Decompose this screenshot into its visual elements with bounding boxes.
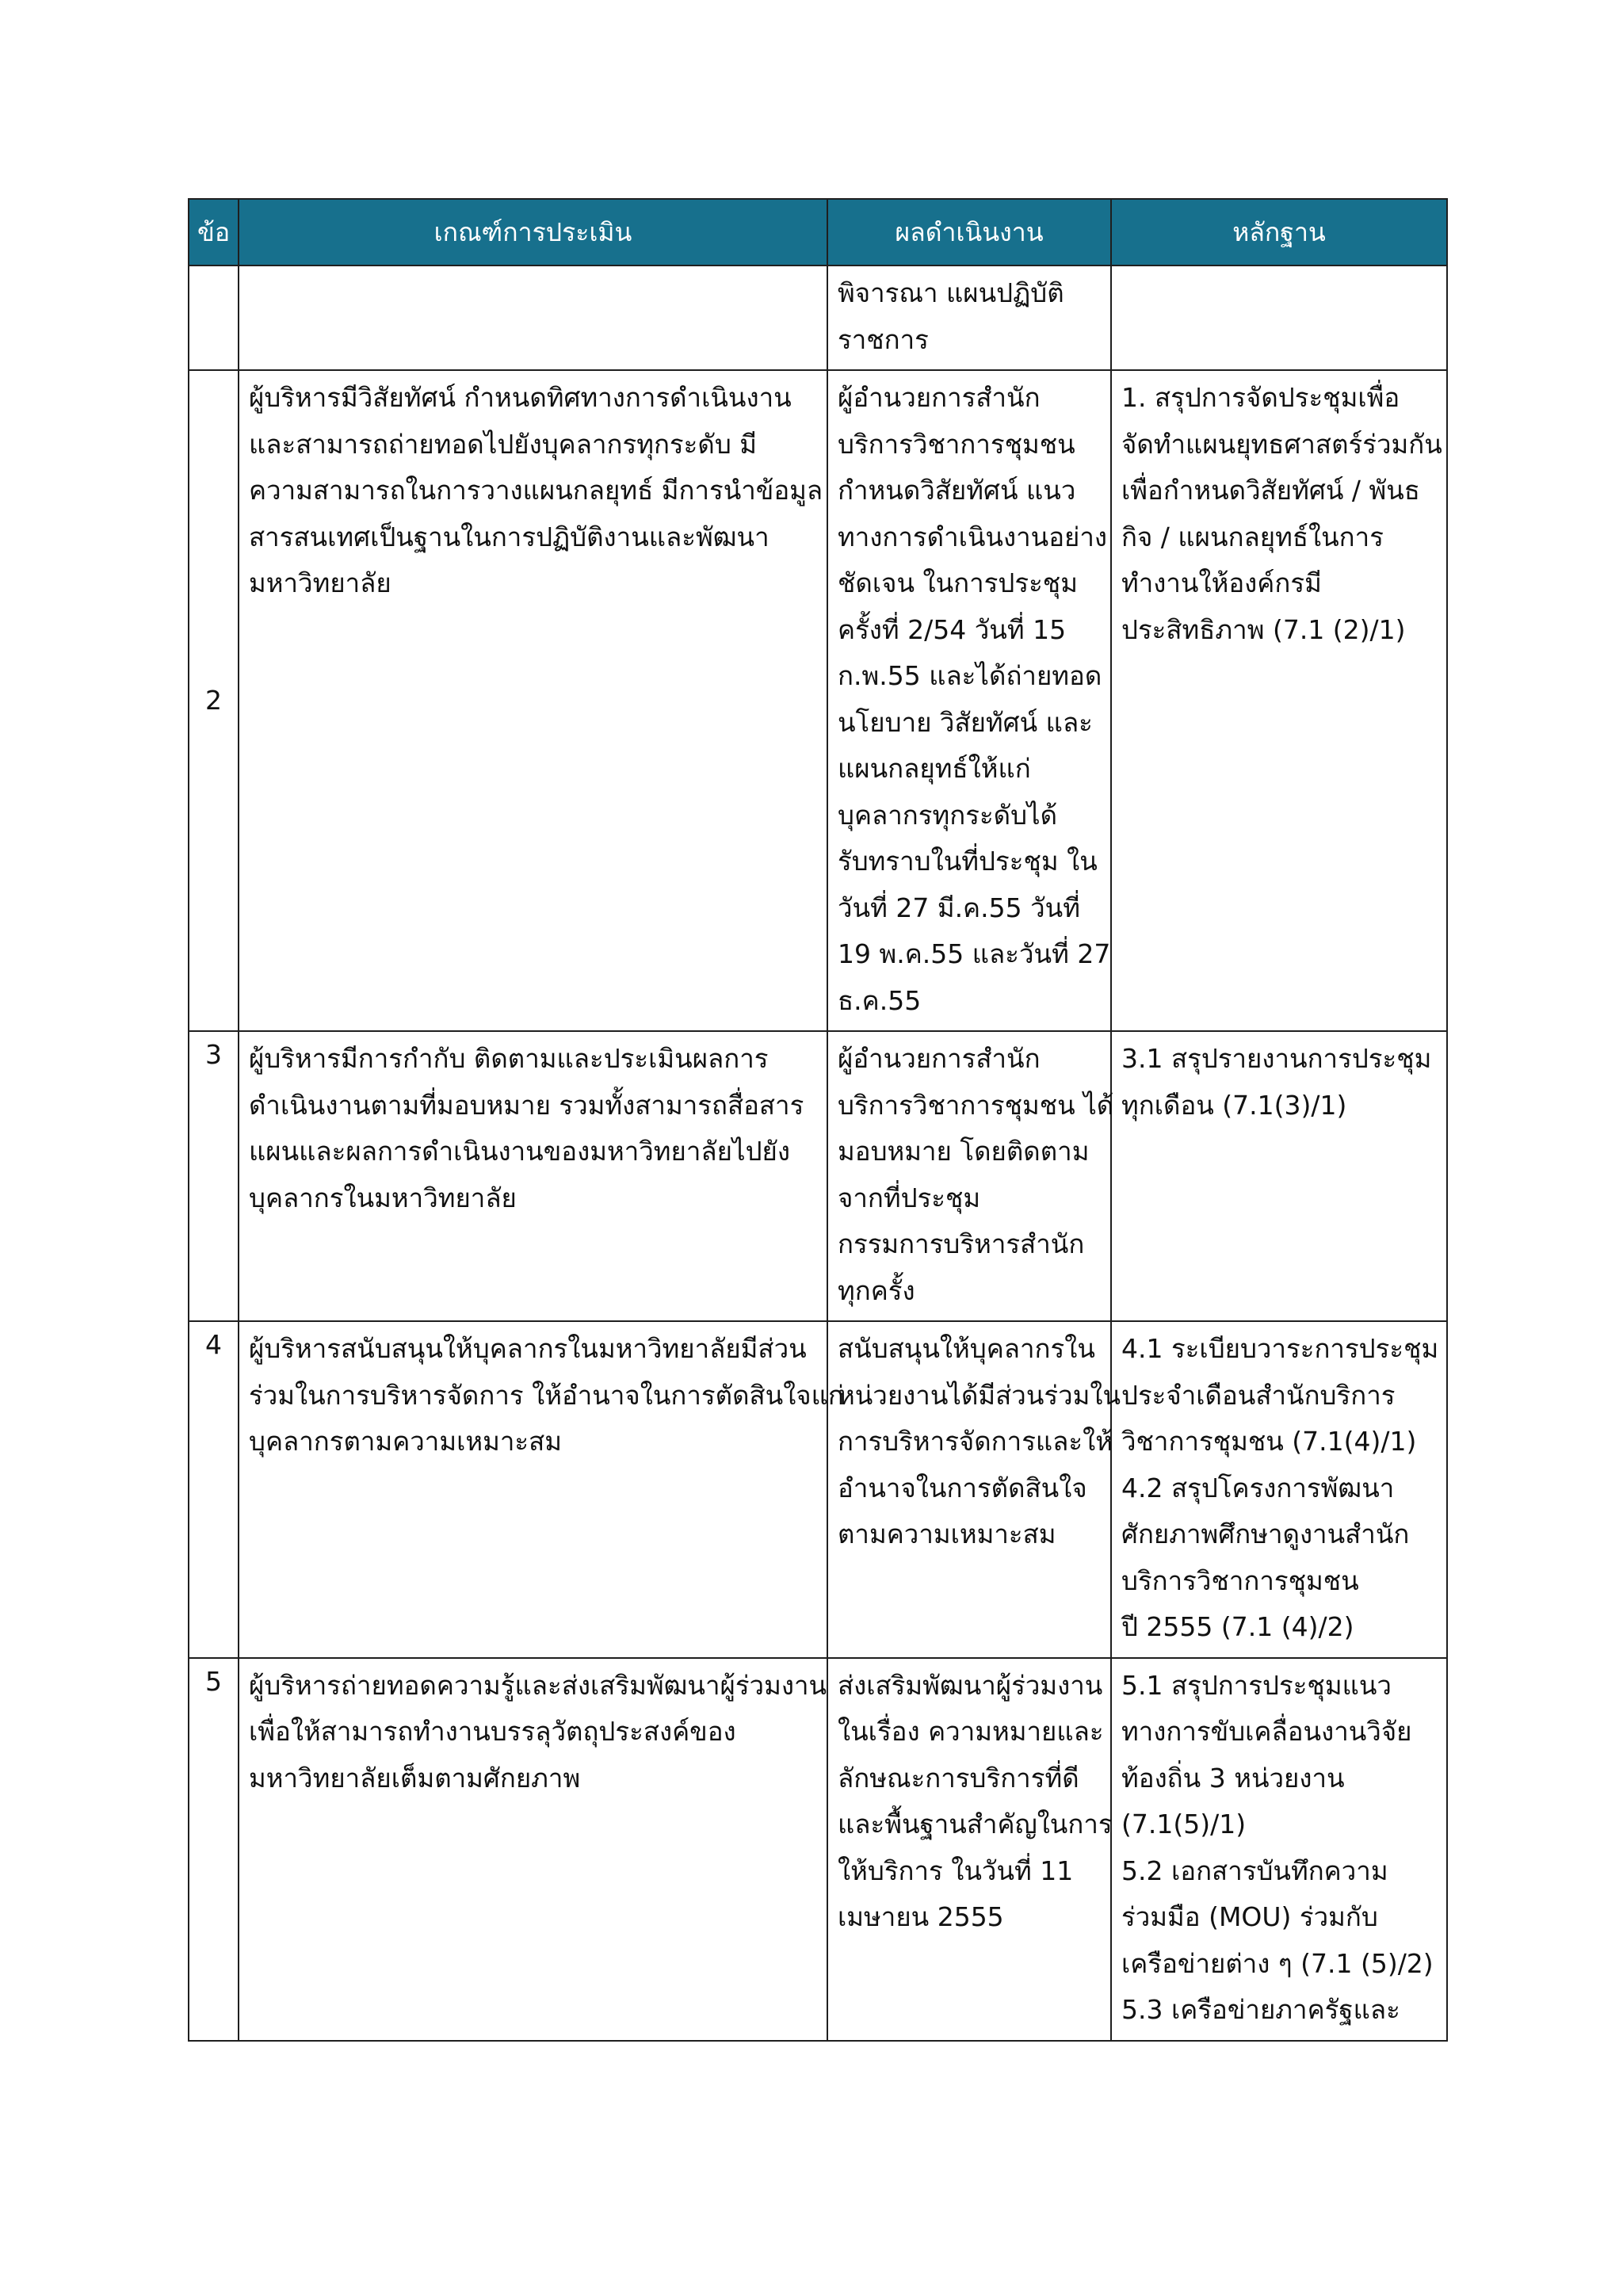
header-result: ผลดำเนินงาน <box>827 199 1111 266</box>
result-line: พิจารณา แผนปฏิบัติ <box>838 277 1064 308</box>
result-line: 19 พ.ค.55 และวันที่ 27 <box>838 938 1111 969</box>
row-number: 5 <box>205 1665 222 1697</box>
evidence-line: กิจ / แผนกลยุทธ์ในการ <box>1121 521 1384 552</box>
criteria-cell <box>239 370 827 1031</box>
criteria-cell <box>239 1321 844 1658</box>
result-line: ก.พ.55 และได้ถ่ายทอด <box>838 660 1102 691</box>
result-line: แผนกลยุทธ์ให้แก่ <box>838 753 1031 784</box>
result-line: ชัดเจน ในการประชุม <box>838 567 1078 598</box>
result-line: กำหนดวิสัยทัศน์ แนว <box>838 475 1076 506</box>
table-header <box>189 199 1447 266</box>
evidence-line: 4.2 สรุปโครงการพัฒนา <box>1121 1472 1395 1503</box>
header-no: ข้อ <box>189 199 239 266</box>
table-body <box>189 266 1447 2041</box>
table-row <box>189 1031 1447 1321</box>
evidence-line: เพื่อกำหนดวิสัยทัศน์ / พันธ <box>1121 475 1420 506</box>
table-row <box>189 1321 1447 1658</box>
evidence-line: ทำงานให้องค์กรมี <box>1121 567 1322 598</box>
evidence-line: จัดทำแผนยุทธศาสตร์ร่วมกัน <box>1121 428 1442 460</box>
evidence-line: (7.1(5)/1) <box>1121 1809 1247 1839</box>
result-line: ทางการดำเนินงานอย่าง <box>838 521 1107 552</box>
result-line: จากที่ประชุม <box>838 1182 981 1213</box>
row-number-cell <box>189 1321 239 1658</box>
result-line: ลักษณะการบริการที่ดี <box>838 1762 1079 1794</box>
result-line: กรรมการบริหารสำนัก <box>838 1228 1085 1259</box>
evidence-line: 1. สรุปการจัดประชุมเพื่อ <box>1121 382 1400 413</box>
table-row <box>189 370 1447 1031</box>
row-number: 2 <box>205 684 222 716</box>
criteria-line: และสามารถถ่ายทอดไปยังบุคลากรทุกระดับ มี <box>249 428 758 460</box>
result-line: บริการวิชาการชุมชน <box>838 428 1075 460</box>
result-line: ตามความเหมาะสม <box>838 1519 1056 1549</box>
result-line: ธ.ค.55 <box>838 984 922 1016</box>
result-line: นโยบาย วิสัยทัศน์ และ <box>838 706 1093 738</box>
result-line: สนับสนุนให้บุคลากรใน <box>838 1333 1095 1364</box>
evidence-line: 5.3 เครือข่ายภาครัฐและ <box>1121 1994 1400 2025</box>
result-line: อำนาจในการตัดสินใจ <box>838 1472 1087 1503</box>
result-line: ราชการ <box>838 323 929 355</box>
result-line: ครั้งที่ 2/54 วันที่ 15 <box>838 613 1067 645</box>
criteria-line: แผนและผลการดำเนินงานของมหาวิทยาลัยไปยัง <box>249 1136 790 1167</box>
criteria-line: ดำเนินงานตามที่มอบหมาย รวมทั้งสามารถสื่อสาร <box>249 1089 804 1121</box>
table-row <box>189 266 1447 370</box>
criteria-cell <box>239 1658 827 2041</box>
evidence-line: ร่วมมือ (MOU) ร่วมกับ <box>1121 1901 1378 1932</box>
assessment-table <box>188 198 1448 2042</box>
evidence-line: 4.1 ระเบียบวาระการประชุม <box>1121 1333 1439 1364</box>
criteria-line: มหาวิทยาลัย <box>249 567 391 598</box>
result-line: ในเรื่อง ความหมายและ <box>838 1716 1104 1747</box>
evidence-cell <box>1111 1658 1447 2041</box>
result-line: เมษายน 2555 <box>838 1901 1004 1932</box>
result-cell <box>827 1321 1121 1658</box>
header-evidence: หลักฐาน <box>1111 199 1447 266</box>
result-line: ผู้อำนวยการสำนัก <box>838 1043 1041 1074</box>
evidence-cell <box>1111 266 1447 370</box>
row-number: 4 <box>205 1329 222 1360</box>
criteria-cell <box>239 266 827 370</box>
evidence-cell <box>1111 1031 1447 1321</box>
row-number-cell <box>189 1658 239 2041</box>
criteria-line: เพื่อให้สามารถทำงานบรรลุวัตถุประสงค์ของ <box>249 1716 736 1747</box>
criteria-line: ร่วมในการบริหารจัดการ ให้อำนาจในการตัดสินใจแก่ <box>249 1379 844 1411</box>
row-number: 3 <box>205 1039 222 1070</box>
row-number-cell <box>189 370 239 1031</box>
evidence-line: 5.1 สรุปการประชุมแนว <box>1121 1669 1392 1701</box>
evidence-line: ทุกเดือน (7.1(3)/1) <box>1121 1089 1347 1121</box>
evidence-cell <box>1111 1321 1447 1658</box>
result-line: ทุกครั้ง <box>838 1274 915 1306</box>
evidence-line: วิชาการชุมชน (7.1(4)/1) <box>1121 1426 1417 1457</box>
criteria-line: ความสามารถในการวางแผนกลยุทธ์ มีการนำข้อมูล <box>249 475 823 506</box>
result-cell <box>827 1031 1114 1321</box>
result-line: ส่งเสริมพัฒนาผู้ร่วมงาน <box>838 1669 1103 1701</box>
criteria-line: ผู้บริหารถ่ายทอดความรู้และส่งเสริมพัฒนาผู้ร่วมงาน <box>249 1669 827 1701</box>
evidence-line: 5.2 เอกสารบันทึกความ <box>1121 1855 1388 1886</box>
criteria-line: ผู้บริหารมีวิสัยทัศน์ กำหนดทิศทางการดำเนินงาน <box>249 382 792 413</box>
evidence-line: ศักยภาพศึกษาดูงานสำนัก <box>1121 1519 1410 1549</box>
result-line: มอบหมาย โดยติดตาม <box>838 1136 1090 1167</box>
result-cell <box>827 1658 1111 2041</box>
result-line: บุคลากรทุกระดับได้ <box>838 799 1058 831</box>
header-row <box>189 199 1447 266</box>
result-line: การบริหารจัดการและให้ <box>838 1426 1113 1457</box>
result-line: บริการวิชาการชุมชน ได้ <box>838 1089 1114 1121</box>
result-line: ผู้อำนวยการสำนัก <box>838 382 1041 413</box>
row-number-cell <box>189 266 239 370</box>
criteria-line: สารสนเทศเป็นฐานในการปฏิบัติงานและพัฒนา <box>249 521 769 552</box>
result-line: หน่วยงานได้มีส่วนร่วมใน <box>838 1379 1121 1411</box>
row-number-cell <box>189 1031 239 1321</box>
result-line: รับทราบในที่ประชุม ใน <box>838 846 1098 877</box>
evidence-line: ปี 2555 (7.1 (4)/2) <box>1121 1611 1354 1642</box>
evidence-line: บริการวิชาการชุมชน <box>1121 1564 1359 1596</box>
evidence-line: ท้องถิ่น 3 หน่วยงาน <box>1121 1762 1345 1794</box>
evidence-line: ประสิทธิภาพ (7.1 (2)/1) <box>1121 613 1406 645</box>
result-line: ให้บริการ ในวันที่ 11 <box>838 1855 1074 1886</box>
header-criteria: เกณฑ์การประเมิน <box>239 199 827 266</box>
criteria-line: ผู้บริหารสนับสนุนให้บุคลากรในมหาวิทยาลัยมีส่วน <box>249 1333 807 1364</box>
evidence-line: ประจำเดือนสำนักบริการ <box>1121 1379 1396 1411</box>
criteria-line: มหาวิทยาลัยเต็มตามศักยภาพ <box>249 1762 581 1794</box>
evidence-line: ทางการขับเคลื่อนงานวิจัย <box>1121 1716 1412 1747</box>
table-row <box>189 1658 1447 2041</box>
result-line: และพื้นฐานสำคัญในการ <box>838 1809 1113 1839</box>
criteria-line: บุคลากรตามความเหมาะสม <box>249 1426 563 1457</box>
result-line: วันที่ 27 มี.ค.55 วันที่ <box>838 892 1080 923</box>
evidence-cell <box>1111 370 1447 1031</box>
criteria-line: ผู้บริหารมีการกำกับ ติดตามและประเมินผลการ <box>249 1043 769 1074</box>
evidence-line: เครือข่ายต่าง ๆ (7.1 (5)/2) <box>1121 1947 1434 1979</box>
result-cell <box>827 266 1111 370</box>
criteria-cell <box>239 1031 827 1321</box>
result-cell <box>827 370 1111 1031</box>
criteria-line: บุคลากรในมหาวิทยาลัย <box>249 1182 517 1213</box>
evidence-line: 3.1 สรุปรายงานการประชุม <box>1121 1043 1432 1074</box>
